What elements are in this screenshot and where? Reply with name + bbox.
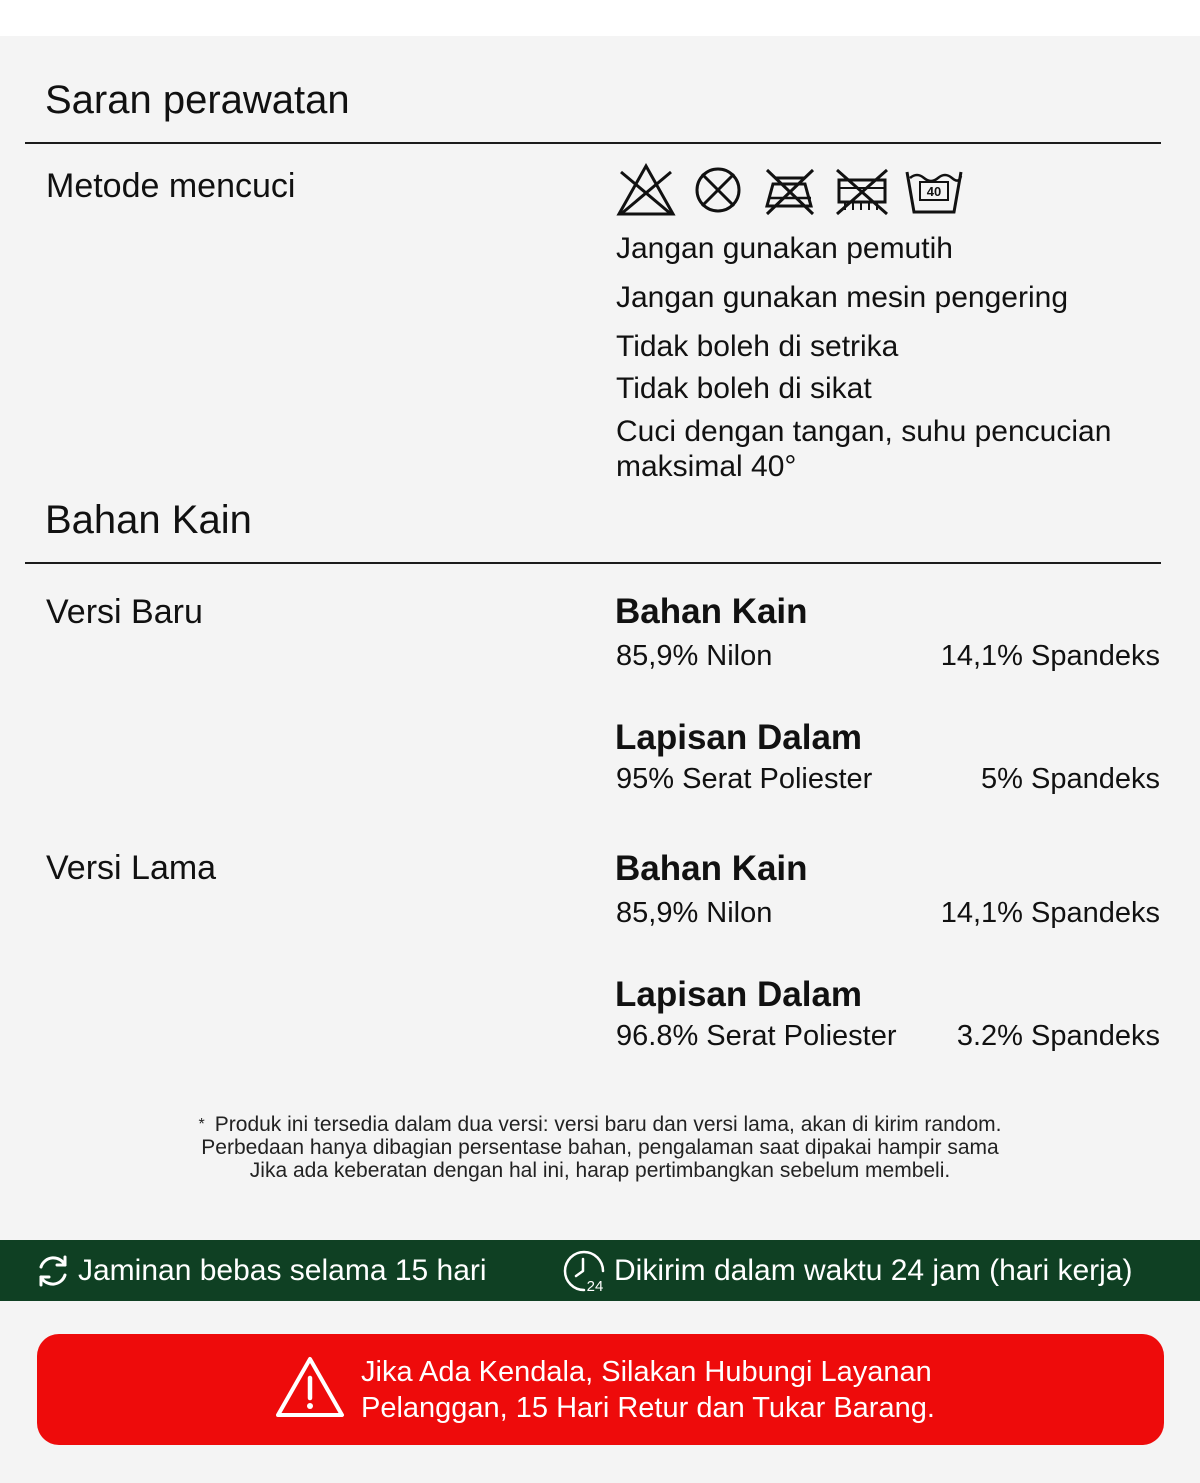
customer-service-banner[interactable]: [37, 1334, 1164, 1445]
refresh-icon: [34, 1252, 72, 1290]
care-section-title: Saran perawatan: [45, 78, 350, 122]
new-lining-title: Lapisan Dalam: [615, 718, 863, 757]
fabric-divider: [25, 562, 1161, 564]
old-lining-spandex: 3.2% Spandeks: [956, 1020, 1160, 1052]
no-bleach-icon: [615, 162, 677, 218]
version-new-label: Versi Baru: [46, 593, 203, 631]
returns-guarantee-text: Jaminan bebas selama 15 hari: [78, 1253, 487, 1287]
version-old-label: Versi Lama: [46, 849, 217, 887]
customer-service-message: [361, 1354, 935, 1426]
footnote-line-3: Jika ada keberatan dengan hal ini, harap pertimbangkan sebelum membeli.: [249, 1159, 951, 1182]
old-main-fabric-title: Bahan Kain: [615, 849, 808, 888]
old-main-fabric-spandex: 14,1% Spandeks: [940, 897, 1160, 929]
hand-wash-temp: 40: [926, 184, 942, 199]
footnote-line-2: Perbedaan hanya dibagian persentase bahan, pengalaman saat dipakai hampir sama: [201, 1136, 999, 1159]
instruction-no-bleach: Jangan gunakan pemutih: [616, 232, 953, 265]
new-lining-polyester: 95% Serat Poliester: [616, 763, 873, 795]
shipping-guarantee: [562, 1240, 1132, 1301]
shipping-guarantee-text: Dikirim dalam waktu 24 jam (hari kerja): [614, 1253, 1133, 1287]
new-main-fabric-spandex: 14,1% Spandeks: [940, 640, 1160, 672]
customer-service-line-1: Jika Ada Kendala, Silakan Hubungi Layanan: [361, 1356, 932, 1388]
version-footnote: [0, 1113, 1200, 1182]
no-brush-icon: [831, 162, 893, 218]
footnote-star: *: [198, 1116, 205, 1133]
wash-method-label: Metode mencuci: [46, 167, 296, 205]
clock-24-badge: 24: [586, 1277, 604, 1294]
care-icons-row: [615, 162, 965, 218]
new-main-fabric-nylon: 85,9% Nilon: [616, 640, 773, 672]
care-divider: [25, 142, 1161, 144]
old-lining-title: Lapisan Dalam: [615, 975, 863, 1014]
instruction-no-dryer: Jangan gunakan mesin pengering: [616, 281, 1069, 314]
instruction-no-iron: Tidak boleh di setrika: [616, 330, 899, 363]
hand-wash-40-icon: [903, 162, 965, 218]
footnote-line-1: * Produk ini tersedia dalam dua versi: versi baru dan versi lama, akan di kirim random.: [198, 1113, 1002, 1136]
instruction-hand-wash-temp: maksimal 40°: [616, 450, 797, 483]
old-lining-polyester: 96.8% Serat Poliester: [616, 1020, 897, 1052]
warning-icon: [274, 1354, 346, 1420]
instruction-hand-wash: Cuci dengan tangan, suhu pencucian: [616, 415, 1112, 448]
new-lining-spandex: 5% Spandeks: [981, 763, 1160, 795]
no-iron-icon: [759, 162, 821, 218]
no-tumble-dry-icon: [687, 162, 749, 218]
new-main-fabric-title: Bahan Kain: [615, 592, 808, 631]
old-main-fabric-nylon: 85,9% Nilon: [616, 897, 773, 929]
customer-service-line-2: Pelanggan, 15 Hari Retur dan Tukar Barang.: [361, 1392, 935, 1424]
clock-24-icon: [562, 1248, 608, 1294]
returns-guarantee: [34, 1240, 487, 1301]
instruction-no-brush: Tidak boleh di sikat: [616, 372, 872, 405]
fabric-section-title: Bahan Kain: [45, 498, 252, 542]
guarantee-bar: [0, 1240, 1200, 1301]
